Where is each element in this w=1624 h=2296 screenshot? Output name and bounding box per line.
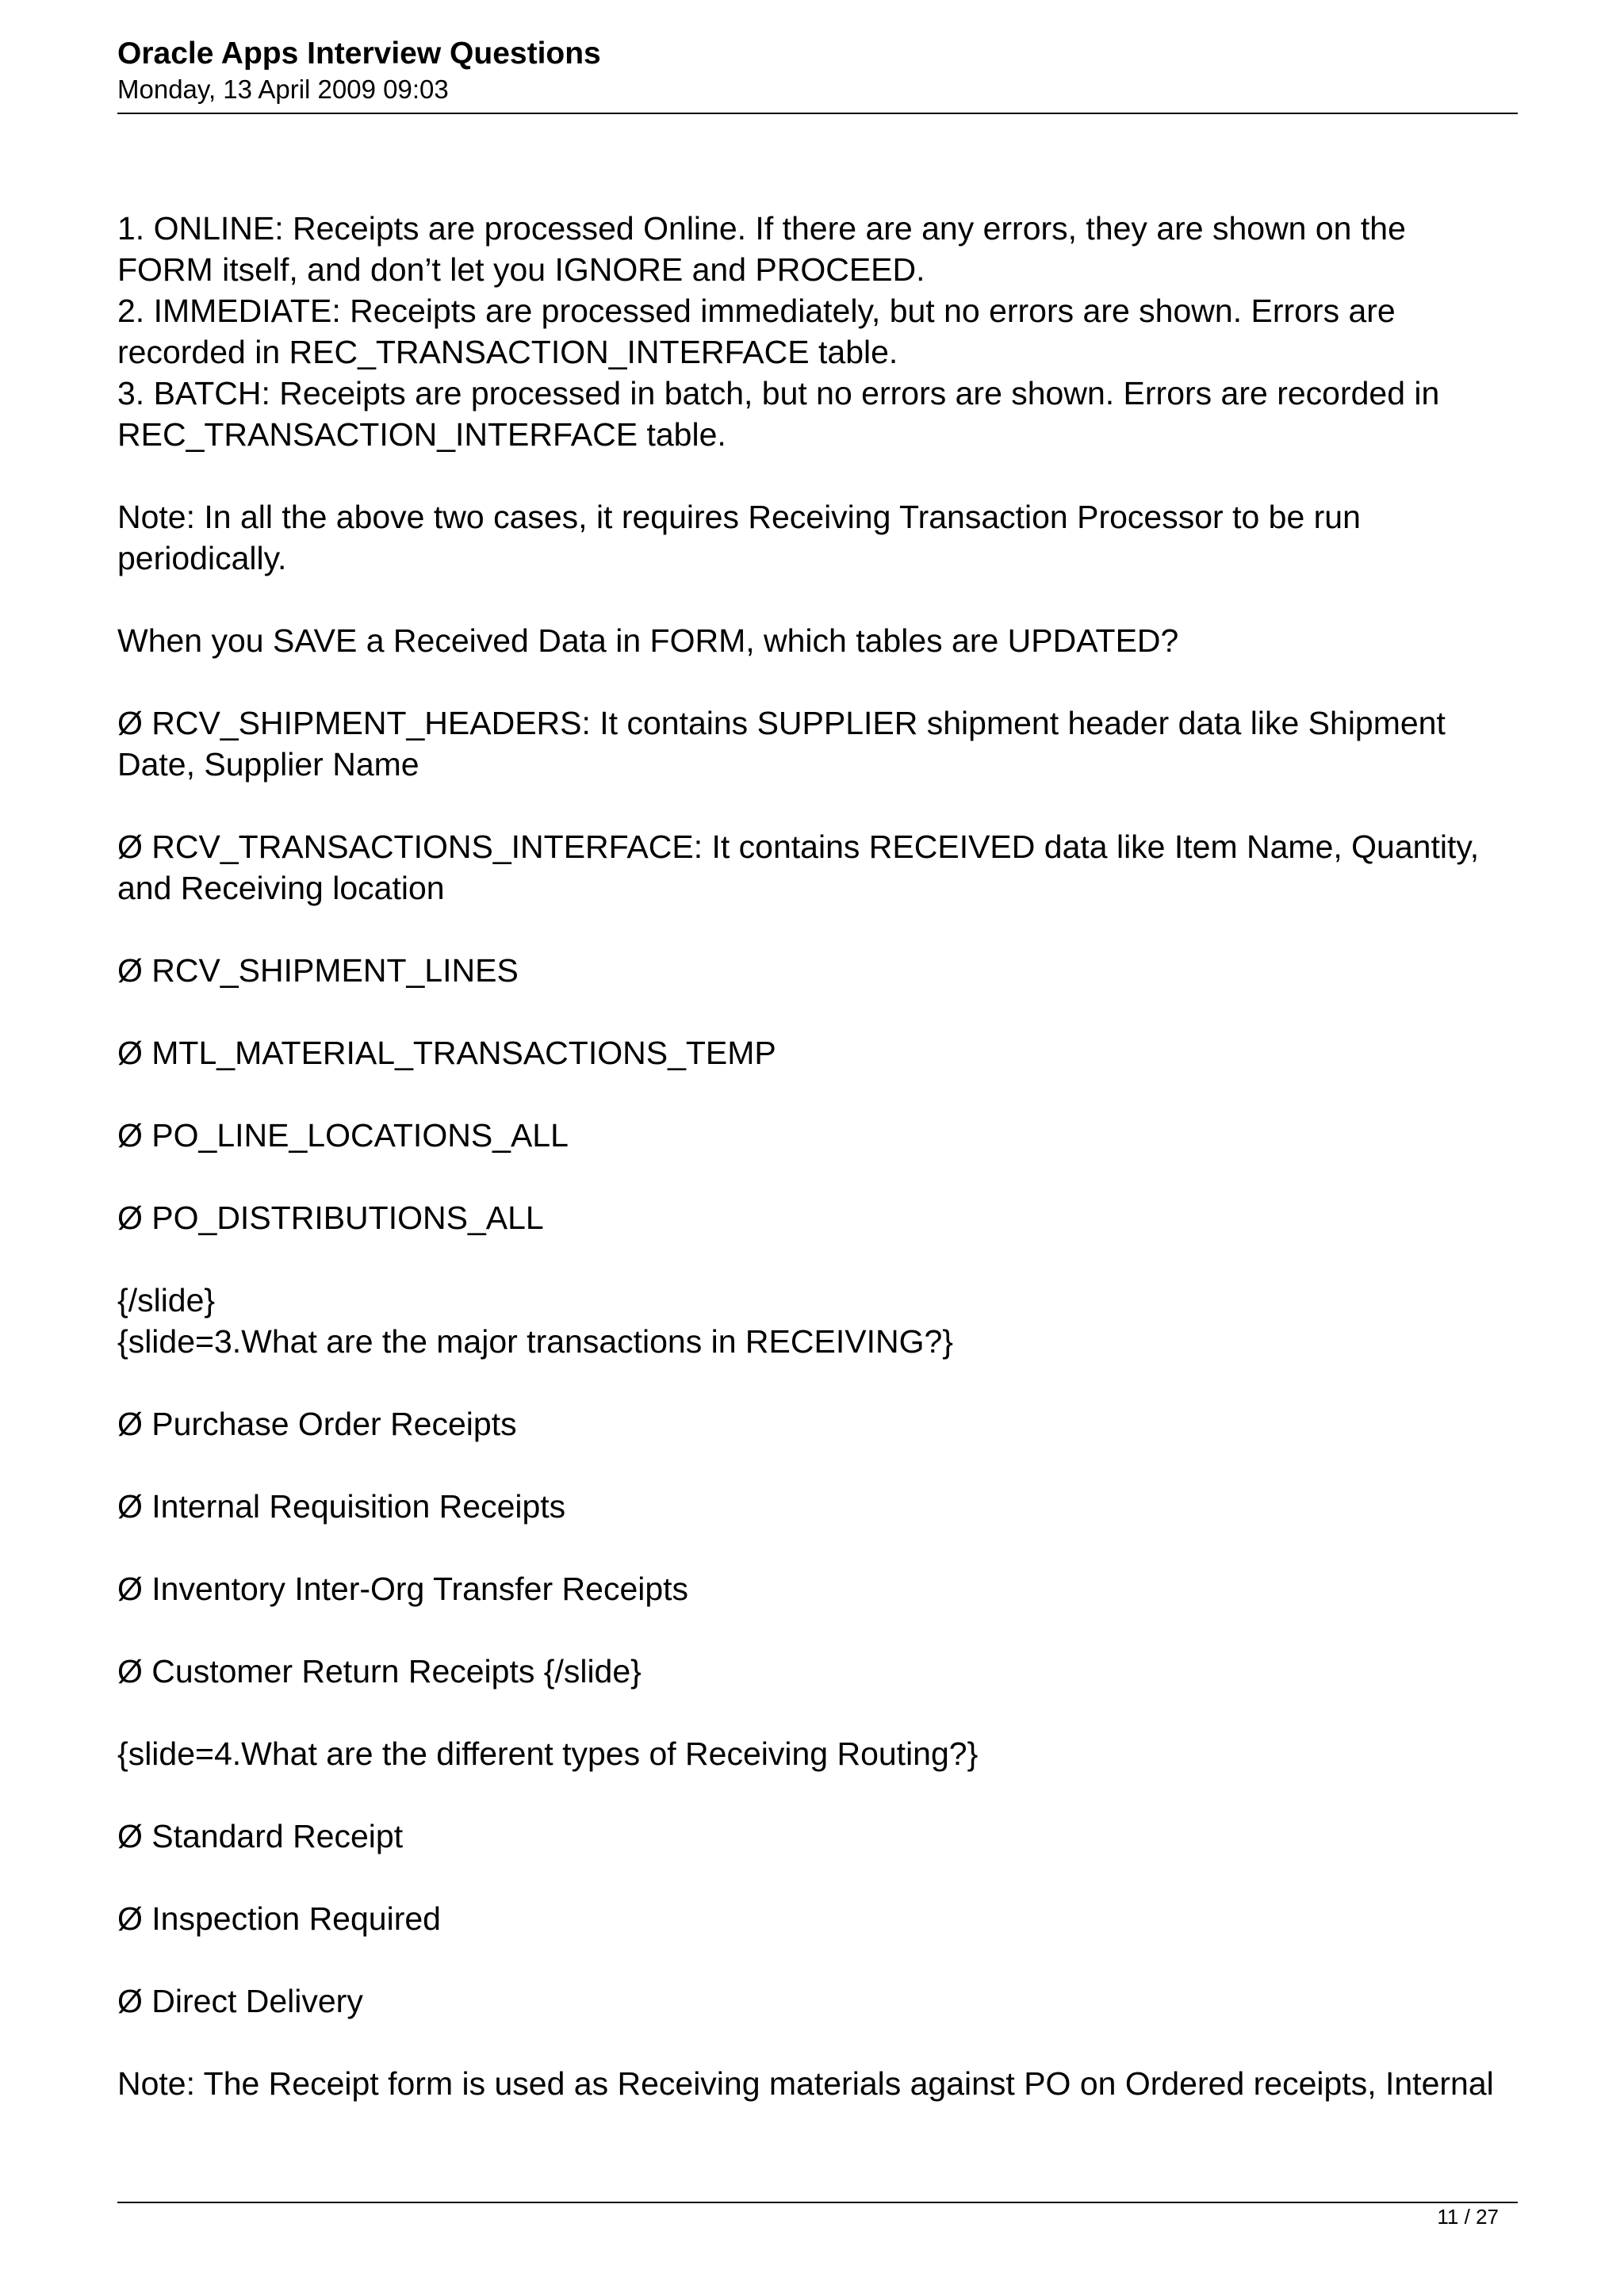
text-line: recorded in REC_TRANSACTION_INTERFACE table. (117, 334, 898, 370)
text-line: Ø MTL_MATERIAL_TRANSACTIONS_TEMP (117, 1035, 776, 1071)
text-line: and Receiving location (117, 870, 445, 906)
blank-line (117, 579, 1518, 620)
text-line: 3. BATCH: Receipts are processed in batch, but no errors are shown. Errors are recorded in (117, 375, 1440, 411)
blank-line (117, 909, 1518, 950)
blank-line (117, 991, 1518, 1032)
blank-line (117, 1156, 1518, 1197)
document-title: Oracle Apps Interview Questions (117, 36, 601, 71)
text-line: Ø PO_DISTRIBUTIONS_ALL (117, 1200, 544, 1236)
blank-line (117, 1445, 1518, 1486)
text-line: Ø Direct Delivery (117, 1983, 363, 2019)
text-line: Date, Supplier Name (117, 746, 419, 783)
page-header (117, 35, 1518, 106)
blank-line (117, 1362, 1518, 1403)
text-line: Ø RCV_SHIPMENT_HEADERS: It contains SUPPLIER shipment header data like Shipment (117, 705, 1446, 741)
text-line: Ø Customer Return Receipts {/slide} (117, 1653, 642, 1689)
blank-line (117, 455, 1518, 496)
text-line: periodically. (117, 540, 287, 576)
page-number: 11 / 27 (1437, 2205, 1499, 2229)
blank-line (117, 1073, 1518, 1115)
blank-line (117, 1238, 1518, 1280)
text-line: 2. IMMEDIATE: Receipts are processed immediately, but no errors are shown. Errors are (117, 293, 1396, 329)
text-line: Ø RCV_SHIPMENT_LINES (117, 952, 519, 989)
blank-line (117, 2022, 1518, 2063)
header-divider (117, 113, 1518, 114)
text-line: Note: In all the above two cases, it requires Receiving Transaction Processor to be run (117, 499, 1361, 535)
text-line: {/slide} (117, 1282, 216, 1318)
text-line: Ø PO_LINE_LOCATIONS_ALL (117, 1117, 569, 1154)
text-line: When you SAVE a Received Data in FORM, which tables are UPDATED? (117, 622, 1179, 659)
text-line: Note: The Receipt form is used as Receiving materials against PO on Ordered receipts, Internal (117, 2065, 1494, 2102)
blank-line (117, 1692, 1518, 1733)
text-line: FORM itself, and don’t let you IGNORE and PROCEED. (117, 251, 925, 288)
text-line: Ø RCV_TRANSACTIONS_INTERFACE: It contains RECEIVED data like Item Name, Quantity, (117, 828, 1480, 865)
text-line: Ø Standard Receipt (117, 1818, 404, 1854)
text-line: Ø Inventory Inter-Org Transfer Receipts (117, 1571, 689, 1607)
text-line: Ø Inspection Required (117, 1900, 441, 1937)
document-body (117, 208, 1518, 2104)
footer-divider (117, 2202, 1518, 2203)
blank-line (117, 1774, 1518, 1816)
blank-line (117, 785, 1518, 826)
blank-line (117, 1527, 1518, 1568)
text-line: REC_TRANSACTION_INTERFACE table. (117, 416, 726, 453)
text-line: {slide=4.What are the different types of Receiving Routing?} (117, 1735, 979, 1772)
blank-line (117, 661, 1518, 702)
text-line: 1. ONLINE: Receipts are processed Online. If there are any errors, they are shown on the (117, 210, 1406, 247)
blank-line (117, 1609, 1518, 1651)
blank-line (117, 1857, 1518, 1898)
text-line: Ø Purchase Order Receipts (117, 1406, 517, 1442)
blank-line (117, 1939, 1518, 1980)
document-date: Monday, 13 April 2009 09:03 (117, 75, 449, 104)
text-line: Ø Internal Requisition Receipts (117, 1488, 566, 1525)
text-line: {slide=3.What are the major transactions in RECEIVING?} (117, 1323, 953, 1360)
